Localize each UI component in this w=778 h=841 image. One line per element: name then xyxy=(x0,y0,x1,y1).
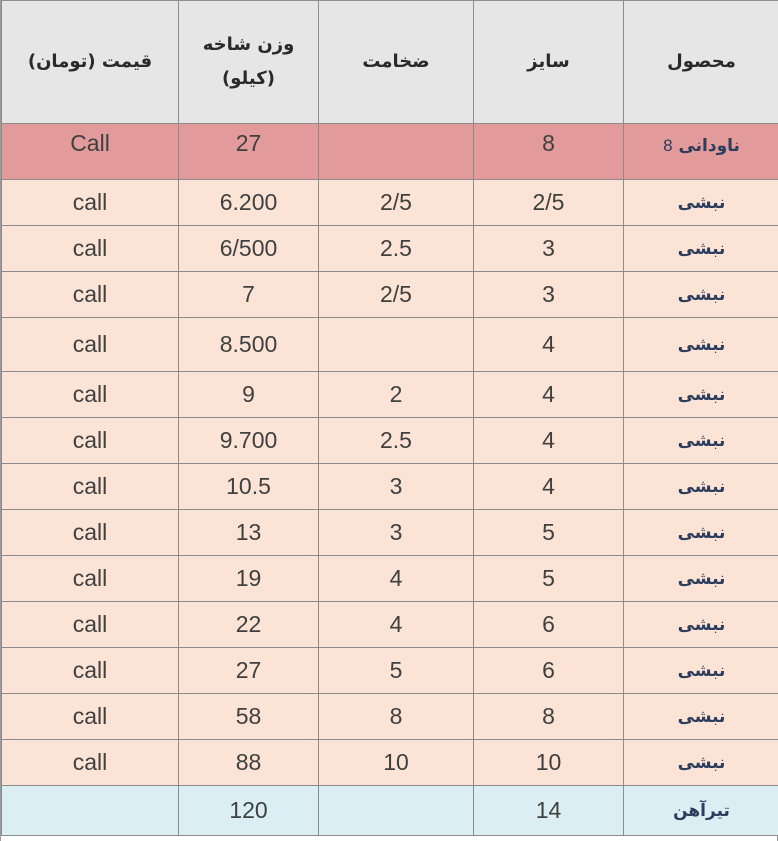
size-cell: 4 xyxy=(474,464,624,510)
table-row xyxy=(2,786,778,836)
header-row xyxy=(2,1,778,124)
weight-cell: 6.200 xyxy=(179,180,319,226)
product-cell xyxy=(624,226,778,272)
product-name: نبشی xyxy=(677,614,726,635)
product-name: نبشی xyxy=(677,430,726,451)
weight-cell: 19 xyxy=(179,556,319,602)
table-row xyxy=(2,318,778,372)
table-row xyxy=(2,694,778,740)
weight-cell: 9.700 xyxy=(179,418,319,464)
product-name: نبشی xyxy=(677,752,726,773)
price-cell: call xyxy=(2,272,179,318)
size-cell: 6 xyxy=(474,602,624,648)
product-name: ناودانی xyxy=(678,136,740,156)
price-cell: call xyxy=(2,556,179,602)
weight-cell: 120 xyxy=(179,786,319,836)
thickness-cell: 5 xyxy=(319,648,474,694)
price-cell: call xyxy=(2,372,179,418)
thickness-cell: 2.5 xyxy=(319,226,474,272)
thickness-cell: 10 xyxy=(319,740,474,786)
product-cell xyxy=(624,318,778,372)
table-row xyxy=(2,556,778,602)
product-name: نبشی xyxy=(677,522,726,543)
table-row xyxy=(2,464,778,510)
price-cell: call xyxy=(2,318,179,372)
size-cell: 2/5 xyxy=(474,180,624,226)
weight-cell: 10.5 xyxy=(179,464,319,510)
product-name: تیرآهن xyxy=(673,800,730,821)
thickness-cell: 2 xyxy=(319,372,474,418)
product-cell xyxy=(624,786,778,836)
price-table xyxy=(1,0,778,836)
table-row xyxy=(2,226,778,272)
table-row xyxy=(2,372,778,418)
weight-cell: 27 xyxy=(179,124,319,180)
product-name: نبشی xyxy=(677,334,726,355)
size-cell: 14 xyxy=(474,786,624,836)
table-row xyxy=(2,740,778,786)
product-cell xyxy=(624,556,778,602)
size-cell: 3 xyxy=(474,272,624,318)
price-cell: call xyxy=(2,180,179,226)
product-cell xyxy=(624,694,778,740)
product-cell xyxy=(624,648,778,694)
table-row xyxy=(2,510,778,556)
weight-cell: 6/500 xyxy=(179,226,319,272)
product-name: نبشی xyxy=(677,384,726,405)
price-cell: call xyxy=(2,740,179,786)
product-cell xyxy=(624,510,778,556)
size-cell: 5 xyxy=(474,510,624,556)
size-cell: 6 xyxy=(474,648,624,694)
header-weight xyxy=(179,1,319,124)
weight-cell: 9 xyxy=(179,372,319,418)
weight-cell: 7 xyxy=(179,272,319,318)
thickness-cell: 2/5 xyxy=(319,180,474,226)
weight-cell: 8.500 xyxy=(179,318,319,372)
product-cell xyxy=(624,418,778,464)
header-thickness: ضخامت xyxy=(319,1,474,124)
size-cell: 4 xyxy=(474,318,624,372)
table-row xyxy=(2,418,778,464)
price-cell: call xyxy=(2,226,179,272)
price-cell: Call xyxy=(2,124,179,180)
size-cell: 3 xyxy=(474,226,624,272)
product-cell xyxy=(624,372,778,418)
product-cell xyxy=(624,272,778,318)
weight-cell: 22 xyxy=(179,602,319,648)
price-cell: call xyxy=(2,418,179,464)
table-body xyxy=(2,124,778,836)
thickness-cell: 2/5 xyxy=(319,272,474,318)
header-price: قیمت (تومان) xyxy=(2,1,179,124)
size-cell: 4 xyxy=(474,418,624,464)
product-cell xyxy=(624,124,778,180)
weight-cell: 88 xyxy=(179,740,319,786)
product-cell xyxy=(624,464,778,510)
thickness-cell xyxy=(319,124,474,180)
product-cell xyxy=(624,602,778,648)
size-cell: 10 xyxy=(474,740,624,786)
thickness-cell: 2.5 xyxy=(319,418,474,464)
header-product: محصول xyxy=(624,1,778,124)
product-cell xyxy=(624,740,778,786)
table-row xyxy=(2,180,778,226)
weight-cell: 13 xyxy=(179,510,319,556)
product-name: نبشی xyxy=(677,284,726,305)
table-row xyxy=(2,272,778,318)
table-row xyxy=(2,648,778,694)
price-cell xyxy=(2,786,179,836)
product-name: نبشی xyxy=(677,706,726,727)
thickness-cell: 3 xyxy=(319,510,474,556)
header-weight-line2: (کیلو) xyxy=(222,68,275,89)
thickness-cell: 4 xyxy=(319,602,474,648)
product-name: نبشی xyxy=(677,238,726,259)
size-cell: 8 xyxy=(474,694,624,740)
price-cell: call xyxy=(2,694,179,740)
thickness-cell: 4 xyxy=(319,556,474,602)
thickness-cell: 3 xyxy=(319,464,474,510)
product-name: نبشی xyxy=(677,568,726,589)
product-name: نبشی xyxy=(677,476,726,497)
size-cell: 5 xyxy=(474,556,624,602)
table-row xyxy=(2,124,778,180)
price-cell: call xyxy=(2,648,179,694)
thickness-cell xyxy=(319,786,474,836)
price-cell: call xyxy=(2,602,179,648)
product-suffix: 8 xyxy=(663,136,673,155)
weight-cell: 58 xyxy=(179,694,319,740)
header-size: سایز xyxy=(474,1,624,124)
size-cell: 8 xyxy=(474,124,624,180)
thickness-cell: 8 xyxy=(319,694,474,740)
price-cell: call xyxy=(2,510,179,556)
price-cell: call xyxy=(2,464,179,510)
weight-cell: 27 xyxy=(179,648,319,694)
product-name: نبشی xyxy=(677,192,726,213)
table-row xyxy=(2,602,778,648)
product-cell xyxy=(624,180,778,226)
header-weight-line1: وزن شاخه xyxy=(202,34,295,55)
size-cell: 4 xyxy=(474,372,624,418)
thickness-cell xyxy=(319,318,474,372)
product-name: نبشی xyxy=(677,660,726,681)
